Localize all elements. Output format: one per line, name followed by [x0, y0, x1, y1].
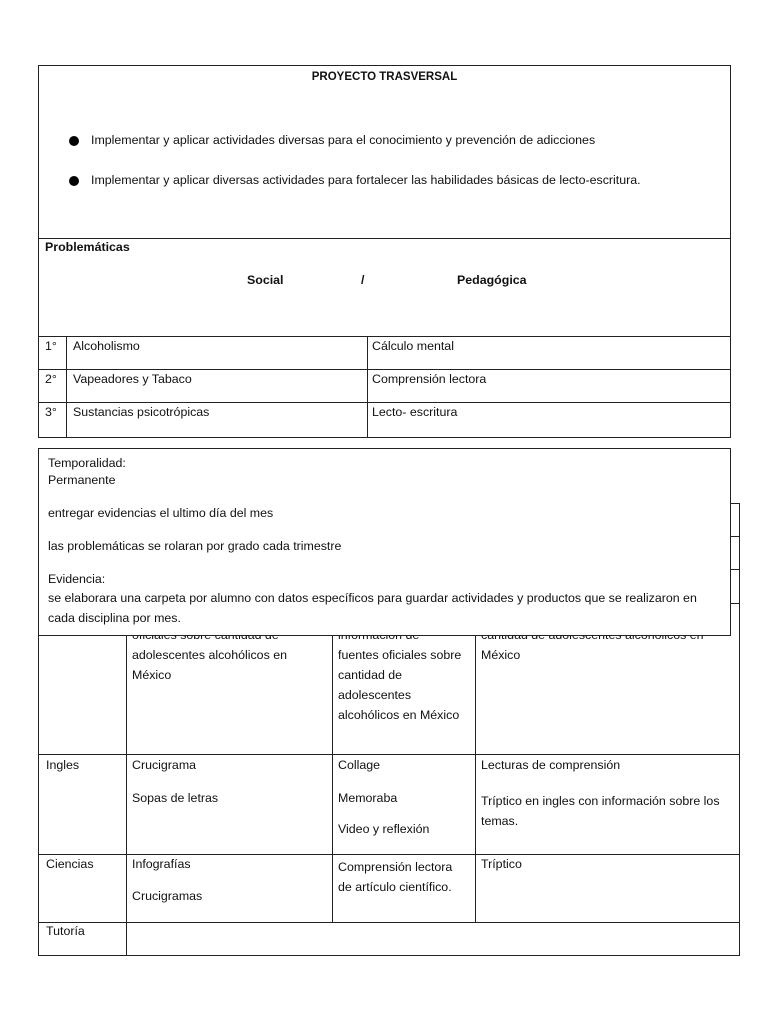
temporalidad-label: Temporalidad: — [48, 456, 126, 470]
temporalidad-value: Permanente — [48, 473, 116, 487]
social-cell: Sustancias psicotrópicas — [73, 405, 210, 419]
cell-line: Infografías — [132, 857, 191, 871]
delivery-note: entregar evidencias el ultimo día del mes — [48, 506, 274, 520]
cell-line: Comprensión lectora de artículo científico. — [338, 860, 453, 894]
bullet-icon — [69, 136, 79, 146]
cell-line: México — [132, 668, 172, 682]
separator-label: / — [361, 273, 365, 287]
divider — [39, 238, 730, 239]
objective-text: Implementar y aplicar actividades diversas para el conocimiento y prevención de adicciones — [91, 133, 596, 147]
project-title: PROYECTO TRASVERSAL — [311, 71, 458, 83]
pedagogica-cell: Comprensión lectora — [372, 372, 487, 386]
divider — [126, 600, 127, 956]
divider — [39, 369, 730, 370]
social-cell: Vapeadores y Tabaco — [73, 372, 192, 386]
grade-cell: 3° — [45, 405, 57, 419]
activity-cell — [338, 758, 429, 838]
subject-cell: Ciencias — [46, 857, 94, 871]
bullet-icon — [69, 176, 79, 186]
activity-cell — [481, 857, 522, 873]
activities-table — [38, 600, 740, 956]
pedagogica-cell: Lecto- escritura — [372, 405, 458, 419]
evidencia-text: se elaborara una carpeta por alumno con datos específicos para guardar actividades y productos que se realizaron en cada disciplina por mes. — [48, 591, 697, 625]
activity-cell — [481, 758, 733, 831]
divider — [367, 336, 368, 438]
subject-cell: Tutoría — [46, 924, 85, 938]
divider — [39, 922, 739, 923]
cell-line: adolescentes — [338, 688, 412, 702]
evidencia-label: Evidencia: — [48, 572, 106, 586]
divider — [39, 754, 739, 755]
social-label: Social — [247, 273, 284, 287]
activity-cell — [338, 625, 461, 725]
divider — [739, 503, 740, 603]
cell-line: fuentes oficiales sobre — [338, 648, 462, 662]
cell-line: adolescentes alcohólicos en — [132, 648, 287, 662]
cell-line: Lecturas de comprensión — [481, 758, 621, 772]
cell-line: Video y reflexión — [338, 822, 430, 836]
cell-line: Collage — [338, 758, 381, 772]
objective-text: Implementar y aplicar diversas actividades para fortalecer las habilidades básicas de lecto-escritura. — [91, 173, 641, 187]
objective-item — [69, 173, 641, 189]
activity-cell — [338, 857, 468, 897]
divider — [39, 854, 739, 855]
divider — [731, 603, 740, 604]
divider — [475, 600, 476, 922]
pedagogica-label: Pedagógica — [457, 273, 527, 287]
grade-cell: 1° — [45, 339, 57, 353]
cell-line: Crucigrama — [132, 758, 197, 772]
divider — [332, 600, 333, 922]
cell-line: cantidad de — [338, 668, 403, 682]
subject-cell: Ingles — [46, 758, 80, 772]
divider — [66, 336, 67, 438]
cell-line: alcohólicos en México — [338, 708, 460, 722]
activity-cell — [132, 758, 218, 806]
objective-item — [69, 133, 595, 149]
rotation-note: las problemáticas se rolaran por grado cada trimestre — [48, 539, 342, 553]
pedagogica-cell: Cálculo mental — [372, 339, 454, 353]
project-box — [38, 65, 731, 438]
problematicas-heading: Problemáticas — [45, 240, 130, 254]
cell-line: México — [481, 648, 521, 662]
divider — [39, 402, 730, 403]
activity-cell — [132, 857, 202, 904]
grade-cell: 2° — [45, 372, 57, 386]
cell-line: Tríptico — [481, 857, 522, 871]
divider — [39, 336, 730, 337]
temporalidad-box — [38, 448, 731, 636]
social-cell: Alcoholismo — [73, 339, 140, 353]
cell-line: Sopas de letras — [132, 790, 219, 805]
cell-line: Memoraba — [338, 790, 398, 805]
cell-line: Tríptico en ingles con información sobre los temas. — [481, 793, 720, 828]
cell-line: Crucigramas — [132, 888, 203, 903]
